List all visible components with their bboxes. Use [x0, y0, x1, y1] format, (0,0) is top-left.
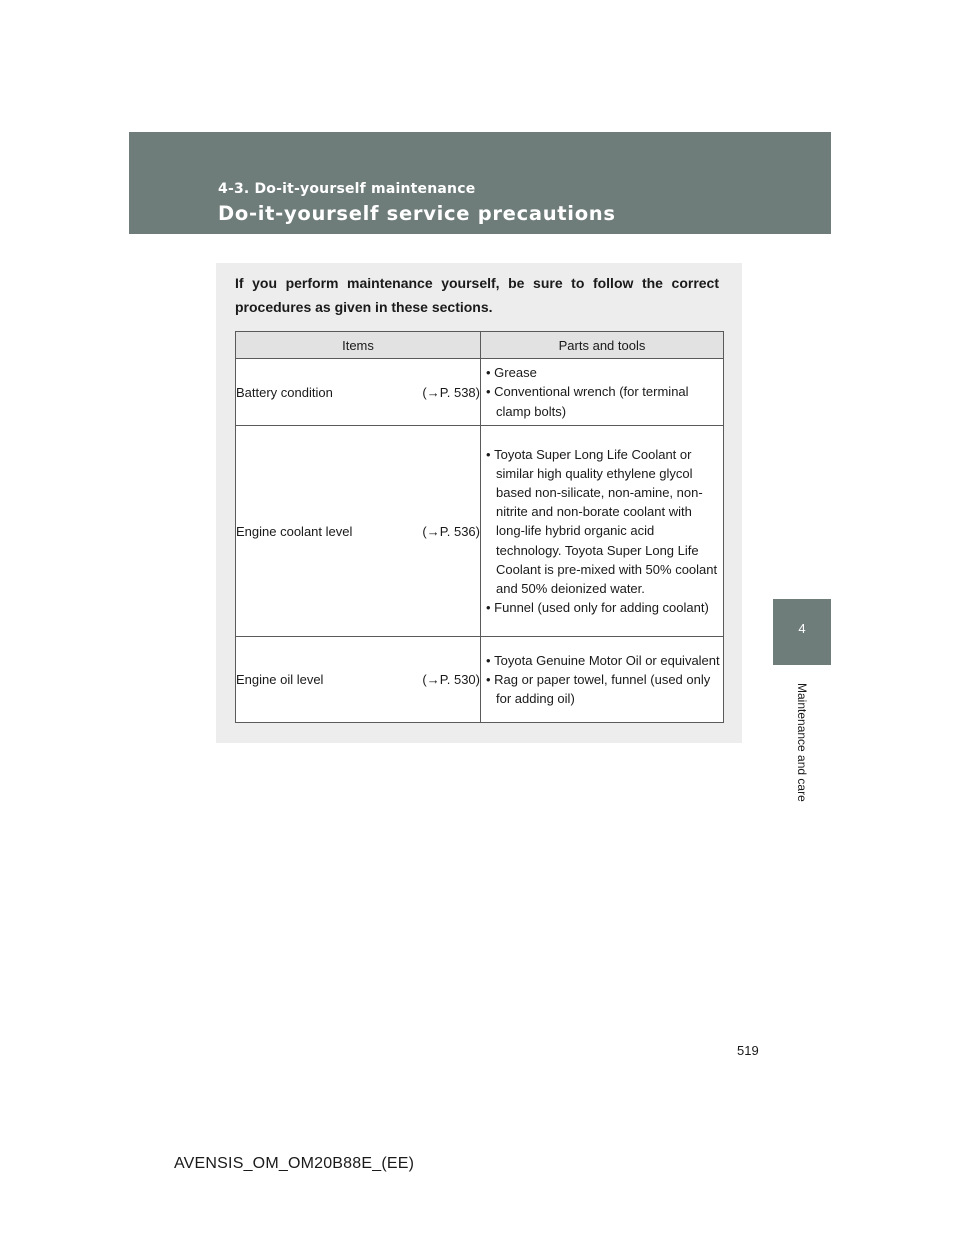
- item-cell: [236, 426, 481, 637]
- item-cell: [236, 637, 481, 723]
- intro-text: If you perform maintenance yourself, be sure to follow the correct procedures as given in these sections.: [235, 275, 719, 315]
- chapter-tab: [773, 599, 831, 665]
- chapter-caption: [795, 676, 809, 802]
- parts-list-item: • Toyota Super Long Life Coolant or similar high quality ethylene glycol based non-silicate, non-amine, non-nitrite and non-borate coolant with long-life hybrid organic acid technology. Toyota Super Long Life Coolant is pre-mixed with 50% coolant and 50% deionized water.: [481, 445, 723, 599]
- maintenance-info-box: [216, 263, 742, 743]
- parts-list: [481, 363, 723, 421]
- parts-list: [481, 445, 723, 618]
- parts-list-item: • Conventional wrench (for terminal clamp bolts): [481, 382, 723, 420]
- table-row: [236, 359, 724, 426]
- page-reference-link[interactable]: (→P. 538): [422, 384, 480, 400]
- page-reference-link[interactable]: (→P. 536): [422, 523, 480, 539]
- chapter-number: 4: [798, 621, 806, 636]
- item-name: Engine oil level: [236, 672, 324, 687]
- parts-list-item: • Funnel (used only for adding coolant): [481, 598, 723, 617]
- parts-cell: [481, 426, 724, 637]
- parts-list: [481, 651, 723, 709]
- item-cell: [236, 359, 481, 426]
- parts-cell: [481, 637, 724, 723]
- page-number: 519: [737, 1043, 759, 1058]
- item-name: Battery condition: [236, 384, 333, 400]
- table-row: [236, 637, 724, 723]
- column-header-parts: Parts and tools: [481, 332, 724, 359]
- maintenance-table: [235, 331, 724, 723]
- parts-list-item: • Rag or paper towel, funnel (used only for adding oil): [481, 670, 723, 708]
- parts-cell: [481, 359, 724, 426]
- parts-list-item: • Grease: [481, 363, 723, 382]
- table-header-row: [236, 332, 724, 359]
- page-reference-link[interactable]: (→P. 530): [422, 672, 480, 687]
- item-name: Engine coolant level: [236, 523, 353, 539]
- parts-list-item: • Toyota Genuine Motor Oil or equivalent: [481, 651, 723, 670]
- chapter-title: Maintenance and care: [795, 683, 809, 802]
- page-title: Do-it-yourself service precautions: [218, 202, 616, 225]
- document-code: AVENSIS_OM_OM20B88E_(EE): [174, 1155, 415, 1172]
- section-label: 4-3. Do-it-yourself maintenance: [218, 181, 476, 197]
- column-header-items: Items: [236, 332, 481, 359]
- table-row: [236, 426, 724, 637]
